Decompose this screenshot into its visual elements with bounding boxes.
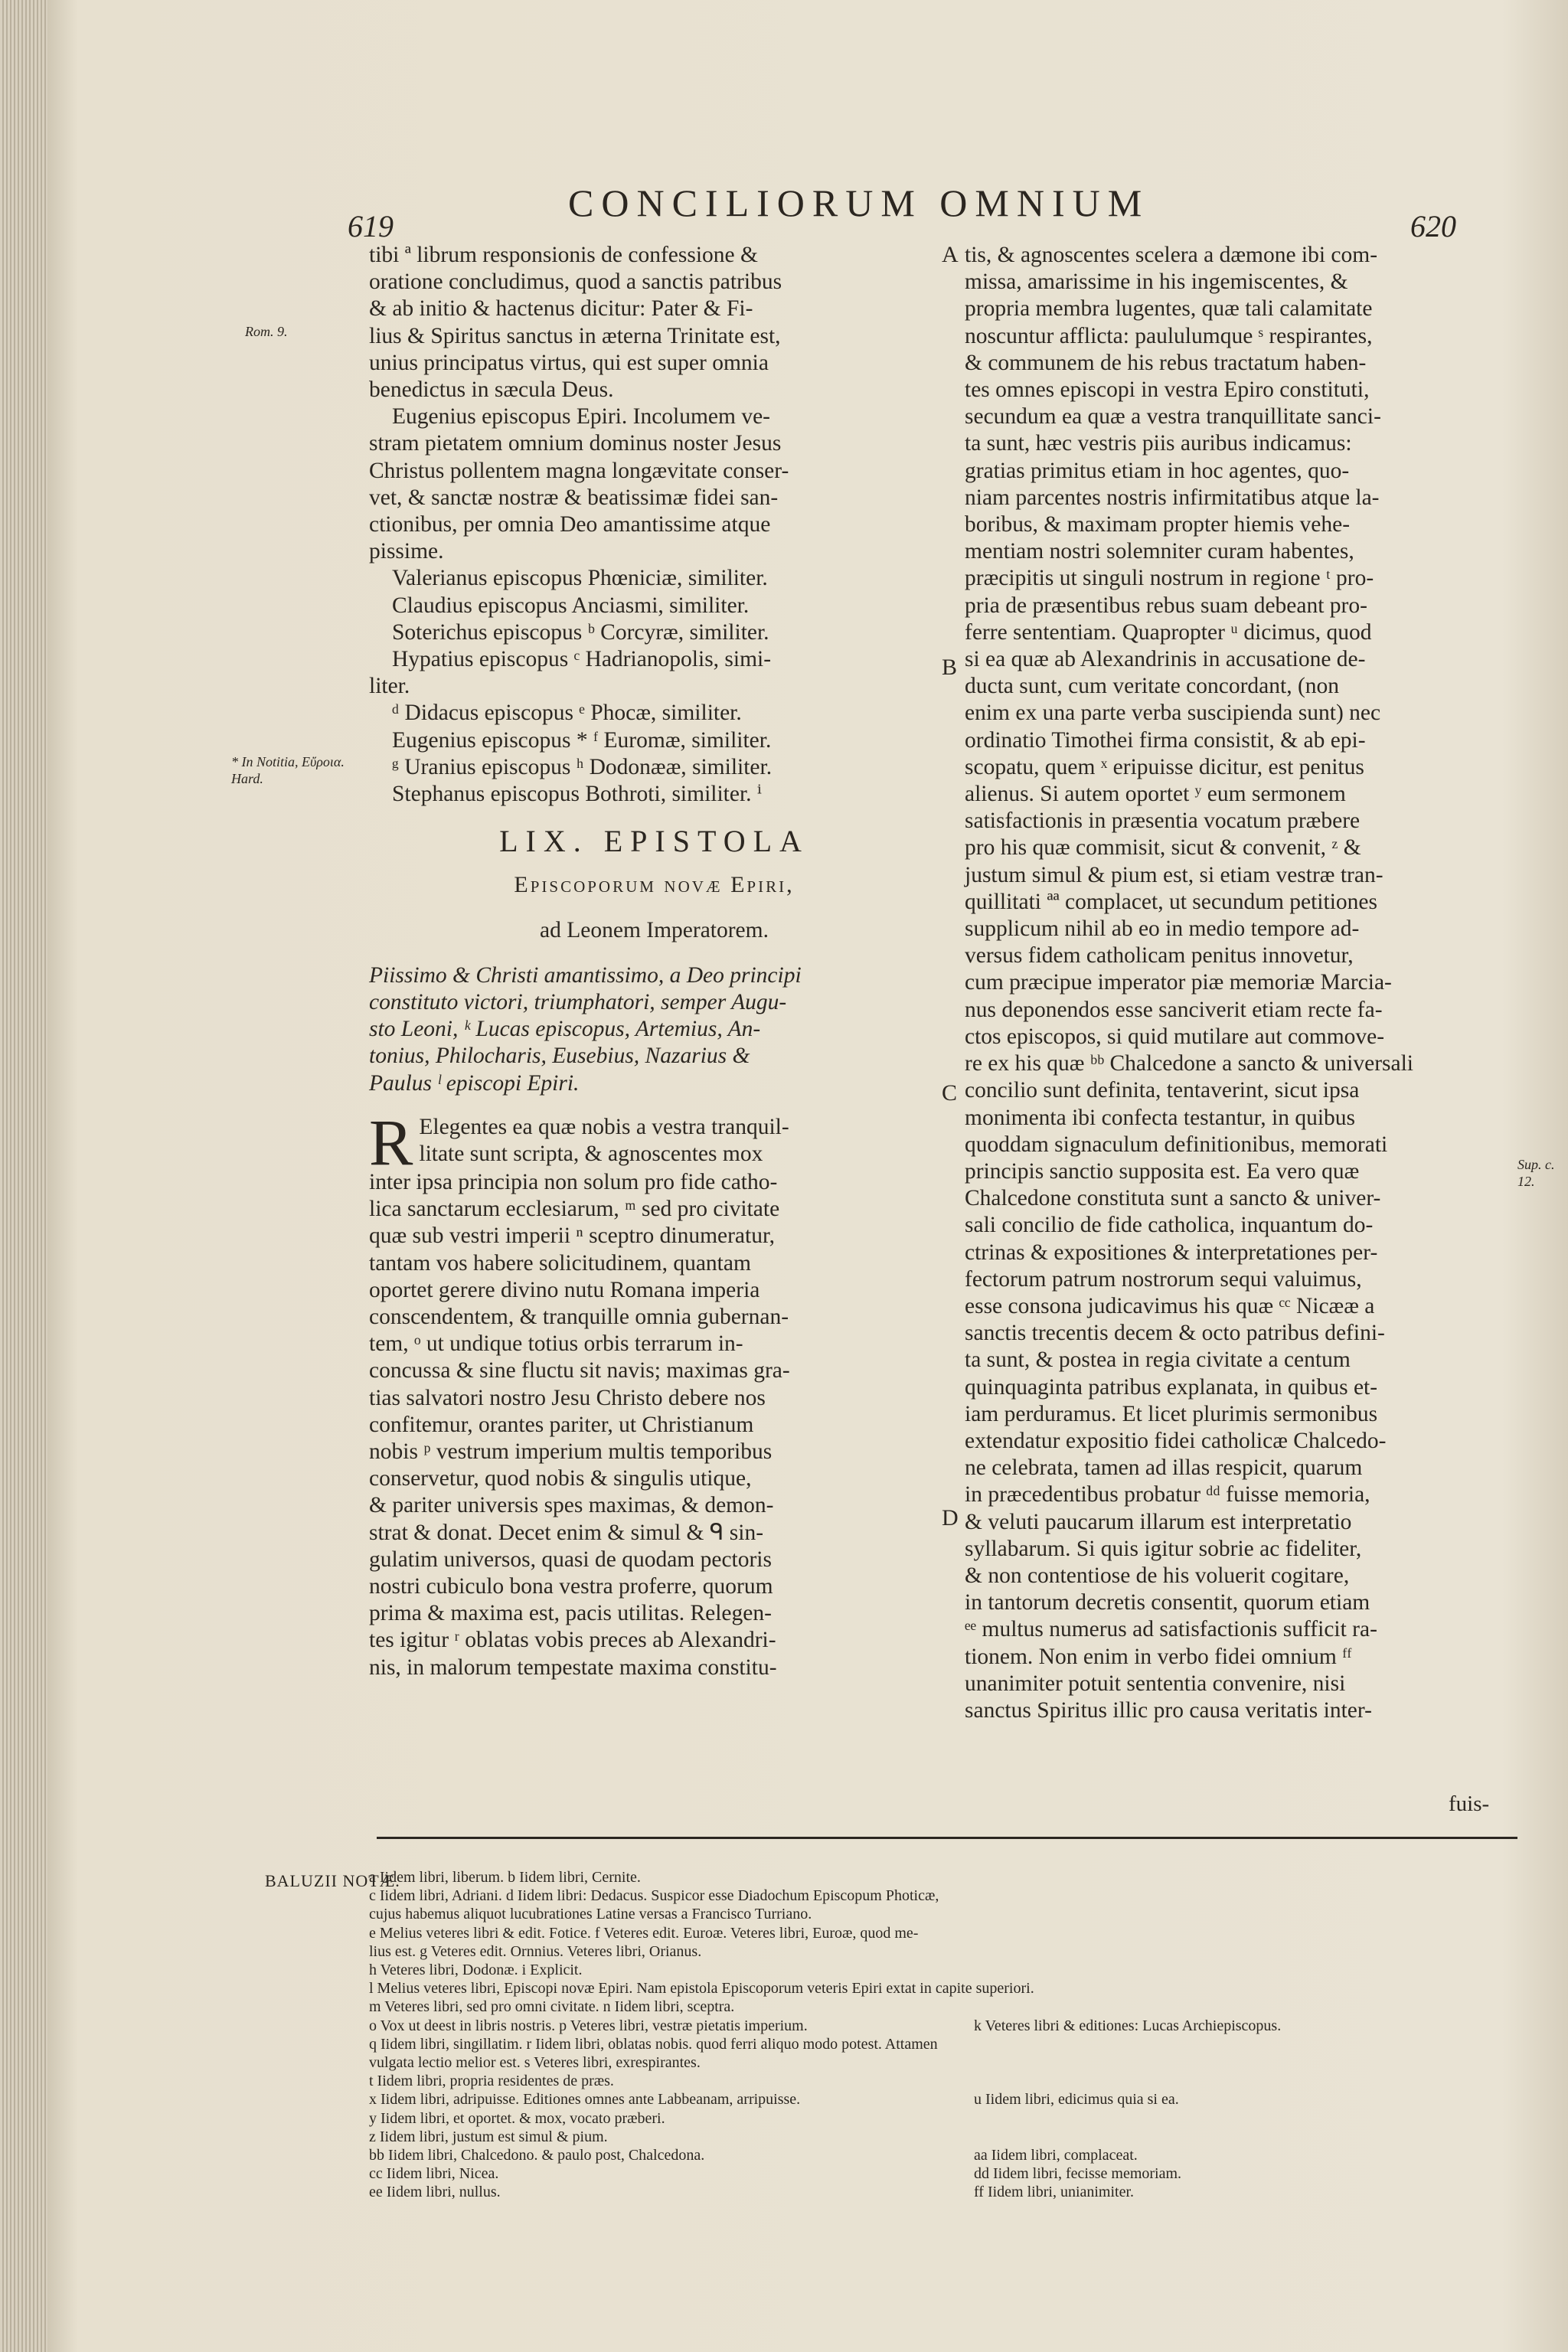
footnote-rule [377,1837,1517,1839]
running-title: CONCILIORUM OMNIUM [568,181,1150,224]
salutation-line: Piissimo & Christi amantissimo, a Deo principi [369,962,802,988]
text-line: nis, in malorum tempestate maxima constitu- [369,1655,777,1680]
text-line: iam perduramus. Et licet plurimis sermonibus [965,1401,1378,1426]
notes-label: BALUZII NOTÆ. [265,1871,400,1890]
text-line: lius & Spiritus sanctus in æterna Trinitate est, [369,323,781,348]
text-line: vet, & sanctæ nostræ & beatissimæ fidei san- [369,485,779,510]
text-line: conscendentem, & tranquille omnia gubernan- [369,1304,789,1329]
text-line: tem, ᵒ ut undique totius orbis terrarum in- [369,1331,743,1357]
text-line: præcipitis ut singuli nostrum in regione ᵗ pro- [965,566,1374,591]
footnote-line: bb Iidem libri, Chalcedono. & paulo post, Chalcedona. [369,2147,705,2164]
text-line: quinquaginta patribus explanata, in quibus et- [965,1374,1378,1400]
text-line: Christus pollentem magna longævitate conser- [369,458,789,483]
running-header [47,181,1568,243]
footnote-line: cc Iidem libri, Nicea. [369,2165,499,2183]
signatory-line: liter. [369,674,410,699]
footnote-line: u Iidem libri, edicimus quia si ea. [974,2091,1179,2109]
text-line: concilio sunt definita, tentaverint, sicut ipsa [965,1078,1360,1103]
catchword: fuis- [1449,1792,1490,1816]
text-line: confitemur, orantes pariter, ut Christianum [369,1412,754,1437]
text-line: in præcedentibus probatur ᵈᵈ fuisse memoria, [965,1482,1370,1508]
text-line: quoddam signaculum definitionibus, memorati [965,1132,1388,1157]
footnote-line: o Vox ut deest in libris nostris. p Veteres libri, vestræ pietatis imperium. [369,2017,808,2034]
text-line: ctos episcopos, si quid mutilare aut commove- [965,1024,1385,1049]
text-line: sanctis trecentis decem & octo patribus defini- [965,1321,1385,1346]
text-line: niam parcentes nostris infirmitatibus atque la- [965,485,1380,510]
footnotes [369,1868,1517,2202]
footnote-line: h Veteres libri, Dodonæ. i Explicit. [369,1962,583,1979]
text-line: tantam vos habere solicitudinem, quantam [369,1250,751,1276]
text-line: re ex his quæ ᵇᵇ Chalcedone a sancto & universali [965,1051,1413,1076]
footnote-line: c Iidem libri, Adriani. d Iidem libri: Dedacus. Suspicor esse Diadochum Episcopum Photicæ, [369,1887,939,1905]
footnote-line: a Iidem libri, liberum. b Iidem libri, Cernite. [369,1869,641,1886]
text-line: tis, & agnoscentes scelera a dæmone ibi com- [965,243,1378,267]
text-line: tionem. Non enim in verbo fidei omnium ᶠᶠ [965,1644,1352,1669]
footnote-line: z Iidem libri, justum est simul & pium. [369,2128,608,2145]
text-line: ordinatio Timothei firma consistit, & ab epi- [965,727,1366,753]
footnote-line: x Iidem libri, adripuisse. Editiones omnes ante Labbeanam, arripuisse. [369,2091,801,2109]
text-line: quillitati ªª complacet, ut secundum petitiones [965,889,1377,914]
left-column [369,242,939,1681]
text-line: Elegentes ea quæ nobis a vestra tranquil- [419,1114,789,1139]
text-line: gulatim universos, quasi de quodam pectoris [369,1547,772,1572]
text-line: Eugenius episcopus Epiri. Incolumem ve- [392,404,771,430]
footnote-line: ff Iidem libri, unianimiter. [974,2184,1135,2201]
signatory-line: ᵈ Didacus episcopus ᵉ Phocæ, similiter. [392,701,742,726]
text-line: nus deponendos esse sanciverit etiam recte fa- [965,997,1383,1022]
text-line: benedictus in sæcula Deus. [369,377,614,403]
footnote-line: k Veteres libri & editiones: Lucas Archiepiscopus. [974,2017,1282,2034]
page-edges [0,0,54,2352]
footnote-line: vulgata lectio melior est. s Veteres libri, exrespirantes. [369,2054,701,2072]
text-line: si ea quæ ab Alexandrinis in accusatione de- [965,647,1366,672]
text-line: pria de præsentibus rebus suam debeant pro- [965,593,1367,618]
text-line: pro his quæ commisit, sicut & convenit, ᶻ & [965,835,1361,861]
text-line: syllabarum. Si quis igitur sobrie ac fideliter, [965,1536,1362,1561]
text-line: sanctus Spiritus illic pro causa veritatis inter- [965,1697,1372,1723]
text-line: nostri cubiculo bona vestra proferre, quorum [369,1573,773,1599]
signatory-line: Claudius episcopus Anciasmi, similiter. [392,593,750,618]
text-line: strat & donat. Decet enim & simul & ᑫ sin- [369,1520,764,1545]
text-line: ferre sententiam. Quapropter ᵘ dicimus, quod [965,619,1372,645]
margin-note-rom: Rom. 9. [245,324,288,339]
text-line: alienus. Si autem oportet ʸ eum sermonem [965,782,1346,807]
signatory-line: Hypatius episcopus ᶜ Hadrianopolis, simi- [392,647,772,672]
footnote-line: y Iidem libri, et oportet. & mox, vocato præberi. [369,2109,665,2127]
text-line: ducta sunt, cum veritate concordant, (non [965,674,1340,699]
signatory-line: Soterichus episcopus ᵇ Corcyræ, similiter. [392,619,769,645]
text-line: conservetur, quod nobis & singulis utique, [369,1466,752,1491]
text-line: unanimiter potuit sententia convenire, nisi [965,1671,1346,1696]
epistola-subheading: Episcoporum novæ Epiri, [514,872,795,898]
text-line: oportet gerere divino nutu Romana imperia [369,1277,760,1302]
text-line: & pariter universis spes maximas, & demon- [369,1493,774,1518]
text-line: ta sunt, hæc vestris piis auribus indicamus: [965,431,1352,456]
text-line: missa, amarissime in his ingemiscentes, & [965,270,1348,295]
footnote-line: m Veteres libri, sed pro omni civitate. n Iidem libri, sceptra. [369,1998,735,2016]
text-line: nobis ᵖ vestrum imperium multis temporibus [369,1439,773,1464]
text-line: ta sunt, & postea in regia civitate a centum [965,1348,1351,1373]
right-page-number: 620 [1410,209,1456,243]
text-line: versus fidem catholicam penitus innovetur, [965,943,1354,969]
text-line: lica sanctarum ecclesiarum, ᵐ sed pro civitate [369,1197,780,1222]
footnote-line: lius est. g Veteres edit. Ornnius. Veteres libri, Orianus. [369,1942,702,1960]
text-line: propria membra lugentes, quæ tali calamitate [965,296,1373,322]
footnote-line: dd Iidem libri, fecisse memoriam. [974,2165,1182,2183]
text-line: prima & maxima est, pacis utilitas. Relegen- [369,1601,772,1626]
text-line: ᵉᵉ multus numerus ad satisfactionis sufficit ra- [965,1617,1377,1642]
footnote-line: aa Iidem libri, complaceat. [974,2147,1138,2164]
text-line: esse consona judicavimus his quæ ᶜᶜ Nicææ a [965,1293,1375,1318]
epistola-addressee: ad Leonem Imperatorem. [540,917,769,942]
text-line: sali concilio de fide catholica, inquantum do- [965,1213,1374,1238]
text-line: extendatur expositio fidei catholicæ Chalcedo- [965,1428,1387,1453]
text-line: stram pietatem omnium dominus noster Jesus [369,431,782,456]
text-line: monimenta ibi confecta testantur, in quibus [965,1105,1356,1130]
text-line: ne celebrata, tamen ad illas respicit, quarum [965,1455,1363,1481]
text-line: tias salvatori nostro Jesu Christo debere nos [369,1385,766,1410]
book-page [47,0,1568,2352]
text-line: justum simul & pium est, si etiam vestræ tran- [965,862,1383,887]
text-line: gratias primitus etiam in hoc agentes, quo- [965,458,1350,483]
footnote-line: ee Iidem libri, nullus. [369,2184,501,2201]
section-letter-b: B [942,655,958,680]
text-line: ctrinas & expositiones & interpretationes per- [965,1240,1378,1265]
text-line: & communem de his rebus tractatum haben- [965,350,1367,375]
left-page-number: 619 [348,209,394,243]
text-line: fectorum patrum nostrorum sequi valuimus, [965,1266,1362,1292]
text-line: boribus, & maximam propter hiemis vehe- [965,512,1351,537]
text-line: litate sunt scripta, & agnoscentes mox [419,1142,763,1167]
margin-note-sup: Sup. c. 12. [1517,1157,1555,1189]
section-letter-a: A [942,242,959,267]
signatory-line: Stephanus episcopus Bothroti, similiter. ⁱ [392,782,762,807]
footnote-line: t Iidem libri, propria residentes de præs. [369,2073,614,2090]
footnote-line: l Melius veteres libri, Episcopi novæ Epiri. Nam epistola Episcoporum veteris Epiri extat in capite superiori. [369,1980,1034,1998]
text-line: mentiam nostri solemniter curam habentes, [965,539,1354,564]
right-column [965,242,1508,1724]
text-line: & non contentiose de his voluerit cogitare, [965,1563,1350,1588]
footnote-line: cujus habemus aliquot lucubrationes Latine versas a Francisco Turriano. [369,1906,812,1923]
section-letter-c: C [942,1080,958,1106]
signatory-line: Eugenius episcopus * ᶠ Euromæ, similiter. [392,727,772,753]
text-line: scopatu, quem ˣ eripuisse dicitur, est penitus [965,754,1364,779]
text-line: principis sanctio supposita est. Ea vero quæ [965,1158,1360,1184]
text-line: in tantorum decretis consentit, quorum etiam [965,1590,1370,1615]
text-line: tes omnes episcopi in vestra Epiro constituti, [965,377,1370,403]
salutation-line: tonius, Philocharis, Eusebius, Nazarius & [369,1044,750,1069]
drop-cap: R [369,1105,413,1179]
footnote-line: e Melius veteres libri & edit. Fotice. f Veteres edit. Euroæ. Veteres libri, Euroæ, quod me- [369,1924,919,1942]
text-line: quæ sub vestri imperii ⁿ sceptro dinumeratur, [369,1223,775,1249]
signatory-line: Valerianus episcopus Phœniciæ, similiter. [392,566,768,591]
margin-note-notitia: * In Notitia, Εὔροια. Hard. [231,754,345,786]
footnote-line: q Iidem libri, singillatim. r Iidem libri, oblatas nobis. quod ferri aliquo modo potest. Attamen [369,2035,938,2053]
text-line: ctionibus, per omnia Deo amantissime atque [369,512,771,537]
text-line: cum præcipue imperator piæ memoriæ Marcia- [965,970,1392,995]
salutation-line: constituto victori, triumphatori, semper Augu- [369,990,787,1015]
text-line: Chalcedone constituta sunt a sancto & univer- [965,1186,1381,1211]
text-line: tibi ª librum responsionis de confessione & [369,243,758,267]
text-line: oratione concludimus, quod a sanctis patribus [369,270,782,295]
text-line: concussa & sine fluctu sit navis; maximas gra- [369,1358,790,1383]
salutation-line: sto Leoni, ᵏ Lucas episcopus, Artemius, An- [369,1017,761,1042]
text-line: & veluti paucarum illarum est interpretatio [965,1509,1352,1534]
text-line: satisfactionis in præsentia vocatum præbere [965,808,1361,834]
epistola-heading: LIX. EPISTOLA [499,824,809,859]
text-line: tes igitur ʳ oblatas vobis preces ab Alexandri- [369,1628,776,1653]
signatory-line: ᵍ Uranius episcopus ʰ Dodonææ, similiter. [392,754,773,779]
salutation-line: Paulus ˡ episcopi Epiri. [369,1070,580,1096]
text-line: secundum ea quæ a vestra tranquillitate sanci- [965,404,1381,430]
text-line: inter ipsa principia non solum pro fide catho- [369,1169,778,1194]
text-line: & ab initio & hactenus dicitur: Pater & Fi- [369,296,753,322]
text-line: supplicum nihil ab eo in medio tempore ad- [965,916,1360,942]
text-line: pissime. [369,539,444,564]
section-letter-d: D [942,1505,959,1530]
text-line: noscuntur afflicta: paululumque ˢ respirantes, [965,323,1373,348]
text-line: enim ex una parte verba suscipienda sunt) nec [965,701,1381,726]
text-line: unius principatus virtus, qui est super omnia [369,350,769,375]
